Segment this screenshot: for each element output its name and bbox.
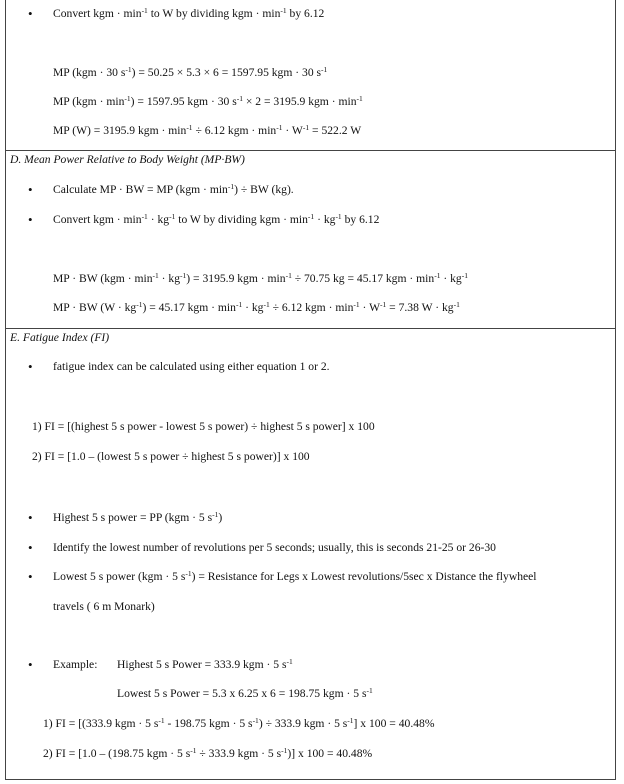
example-highest-power: Highest 5 s Power = 333.9 kgm · 5 $s^{-1}$ bbox=[117, 657, 293, 671]
document-page bbox=[5, 0, 616, 780]
bullet: • bbox=[28, 657, 33, 672]
bullet: • bbox=[28, 510, 33, 525]
mp-per-min-equation: MP $(kgm \cdot \min^{-1}) = 1597.95$ kgm · 30 $s^{-1} \times 2 = 3195.9$ kgm · $\min^{-1}$ bbox=[53, 94, 363, 108]
bullet: • bbox=[28, 569, 33, 584]
example-label: Example: bbox=[53, 658, 98, 671]
fi-result-1: 1) FI = [(333.9 kgm · 5 $s^{-1} - 198.75$ kgm · 5 $s^{-1}) \div 333.9$ kgm · 5 $s^{-1}$] x 100 = 40.48% bbox=[43, 716, 435, 730]
fi-result-2: 2) FI = [1.0 – (198.75 kgm · 5 $s^{-1} \div 333.9$ kgm · 5 $s^{-1}$)] x 100 = 40.48% bbox=[43, 746, 373, 760]
bullet: • bbox=[28, 6, 33, 21]
highest-power-definition: Highest 5 s power = PP (kgm · 5 $s^{-1}$) bbox=[53, 510, 223, 524]
section-divider bbox=[6, 328, 615, 329]
lowest-revolutions-instruction: Identify the lowest number of revolutions per 5 seconds; usually, this is seconds 21-25 or 26-30 bbox=[53, 541, 496, 554]
example-lowest-power: Lowest 5 s Power = 5.3 x 6.25 x 6 = 198.75 kgm · 5 $s^{-1}$ bbox=[117, 686, 373, 700]
section-divider bbox=[6, 150, 615, 151]
fi-equation-1: 1) FI = [(highest 5 s power - lowest 5 s power) ÷ highest 5 s power] x 100 bbox=[32, 420, 375, 433]
lowest-power-definition-cont: travels ( 6 m Monark) bbox=[53, 600, 155, 613]
fi-equation-2: 2) FI = [1.0 – (lowest 5 s power ÷ highest 5 s power)] x 100 bbox=[32, 450, 310, 463]
fatigue-index-intro: fatigue index can be calculated using either equation 1 or 2. bbox=[53, 360, 330, 373]
mp-bw-kgm-equation: MP · BW $(kgm \cdot \min^{-1} \cdot kg^{-1}) = 3195.9$ kgm · $\min^{-1} \div 70.75$ kg = 45.17 kgm · $\min^{-1} \cdot kg^{-1}$ bbox=[53, 271, 468, 285]
bullet: • bbox=[28, 182, 33, 197]
convert-mp-instruction: Convert kgm · $\min^{-1}$ to W by dividing kgm · $\min^{-1}$ by 6.12 bbox=[53, 6, 325, 20]
lowest-power-definition: Lowest 5 s power (kgm · 5 $s^{-1}$) = Resistance for Legs x Lowest revolutions/5sec x Distance the flywheel bbox=[53, 569, 537, 583]
mp-watts-equation: MP (W) = 3195.9 kgm · $\min^{-1} \div 6.12$ kgm · $\min^{-1} \cdot W^{-1} = 522.2$ W bbox=[53, 123, 362, 137]
convert-mp-bw-instruction: Convert kgm · $\min^{-1} \cdot kg^{-1}$ to W by dividing kgm · $\min^{-1} \cdot kg^{-1}$ by 6.12 bbox=[53, 212, 380, 226]
bullet: • bbox=[28, 359, 33, 374]
bullet: • bbox=[28, 212, 33, 227]
mp-bw-watts-equation: MP · BW $(W \cdot kg^{-1}) = 45.17$ kgm · $\min^{-1} \cdot kg^{-1} \div 6.12$ kgm · $\min^{-1} \cdot W^{-1} = 7.38$ $W \cdot kg^{-1}$ bbox=[53, 300, 460, 314]
bullet: • bbox=[28, 540, 33, 555]
calculate-mp-bw-instruction: Calculate MP · BW = MP $(kgm \cdot \min^{-1})$ ÷ BW (kg). bbox=[53, 182, 294, 196]
section-e-heading: E. Fatigue Index (FI) bbox=[10, 331, 110, 344]
mp-per-30s-equation: MP (kgm · 30 $s^{-1}) = 50.25 \times 5.3 \times 6 = 1597.95$ kgm · 30 $s^{-1}$ bbox=[53, 65, 328, 79]
section-d-heading: D. Mean Power Relative to Body Weight (MP·BW) bbox=[10, 153, 245, 166]
